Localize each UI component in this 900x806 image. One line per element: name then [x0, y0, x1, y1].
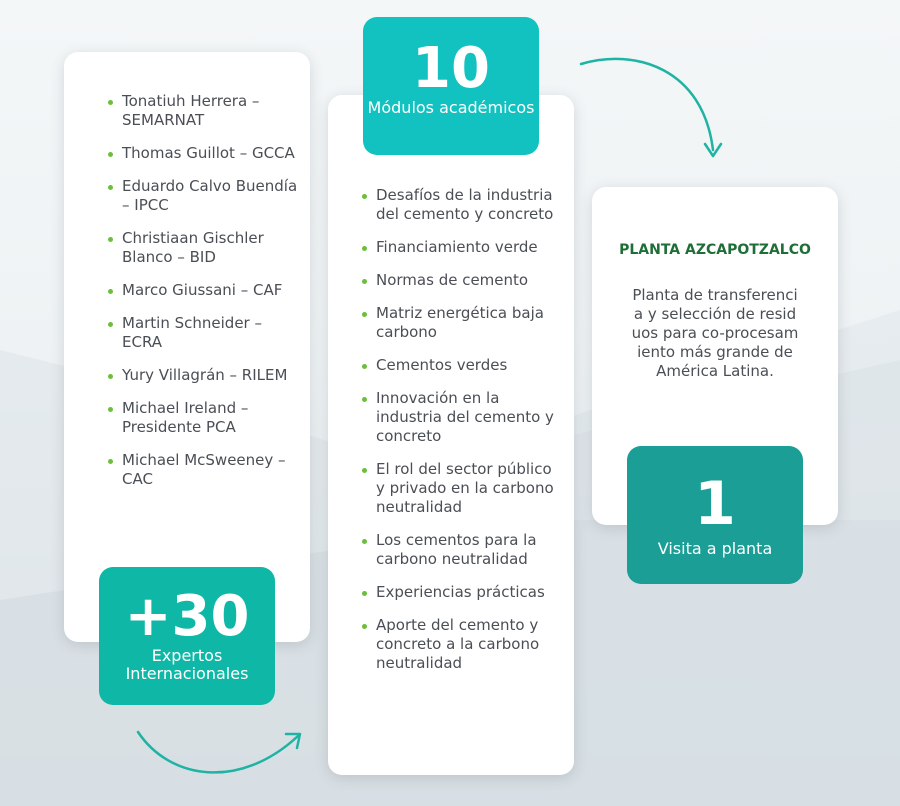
visit-badge: [627, 446, 803, 584]
experts-badge: [99, 567, 275, 705]
expert-item: Marco Giussani – CAF: [108, 281, 298, 300]
experts-badge-label: Expertos Internacionales: [125, 646, 249, 683]
expert-item: Christiaan Gischler Blanco – BID: [108, 229, 298, 267]
expert-item: Yury Villagrán – RILEM: [108, 366, 298, 385]
curved-arrow-icon: [575, 50, 725, 165]
expert-item: Michael Ireland – Presidente PCA: [108, 399, 298, 437]
modules-count: 10: [412, 36, 490, 101]
module-item: Cementos verdes: [362, 356, 562, 375]
visit-count: 1: [694, 469, 736, 539]
experts-count: +30: [124, 584, 250, 649]
module-item: Matriz energética baja carbono: [362, 304, 562, 342]
expert-item: Tonatiuh Herrera – SEMARNAT: [108, 92, 298, 130]
plant-title: PLANTA AZCAPOTZALCO: [619, 242, 811, 258]
modules-list: [362, 186, 562, 687]
expert-item: Thomas Guillot – GCCA: [108, 144, 298, 163]
experts-list: [108, 92, 298, 503]
module-item: Normas de cemento: [362, 271, 562, 290]
module-item: Desafíos de la industria del cemento y concreto: [362, 186, 562, 224]
modules-badge-label: Módulos académicos: [367, 98, 535, 117]
module-item: Experiencias prácticas: [362, 583, 562, 602]
expert-item: Michael McSweeney – CAC: [108, 451, 298, 489]
module-item: El rol del sector público y privado en la carbono neutralidad: [362, 460, 562, 517]
plant-description: Planta de transferencia y selección de residuos para co-procesamiento más grande de América Latina.: [631, 286, 799, 380]
expert-item: Martin Schneider – ECRA: [108, 314, 298, 352]
visit-badge-label: Visita a planta: [657, 539, 773, 558]
curved-arrow-icon: [130, 720, 310, 790]
module-item: Financiamiento verde: [362, 238, 562, 257]
module-item: Los cementos para la carbono neutralidad: [362, 531, 562, 569]
expert-item: Eduardo Calvo Buendía – IPCC: [108, 177, 298, 215]
module-item: Aporte del cemento y concreto a la carbono neutralidad: [362, 616, 562, 673]
module-item: Innovación en la industria del cemento y concreto: [362, 389, 562, 446]
modules-badge: [363, 17, 539, 155]
